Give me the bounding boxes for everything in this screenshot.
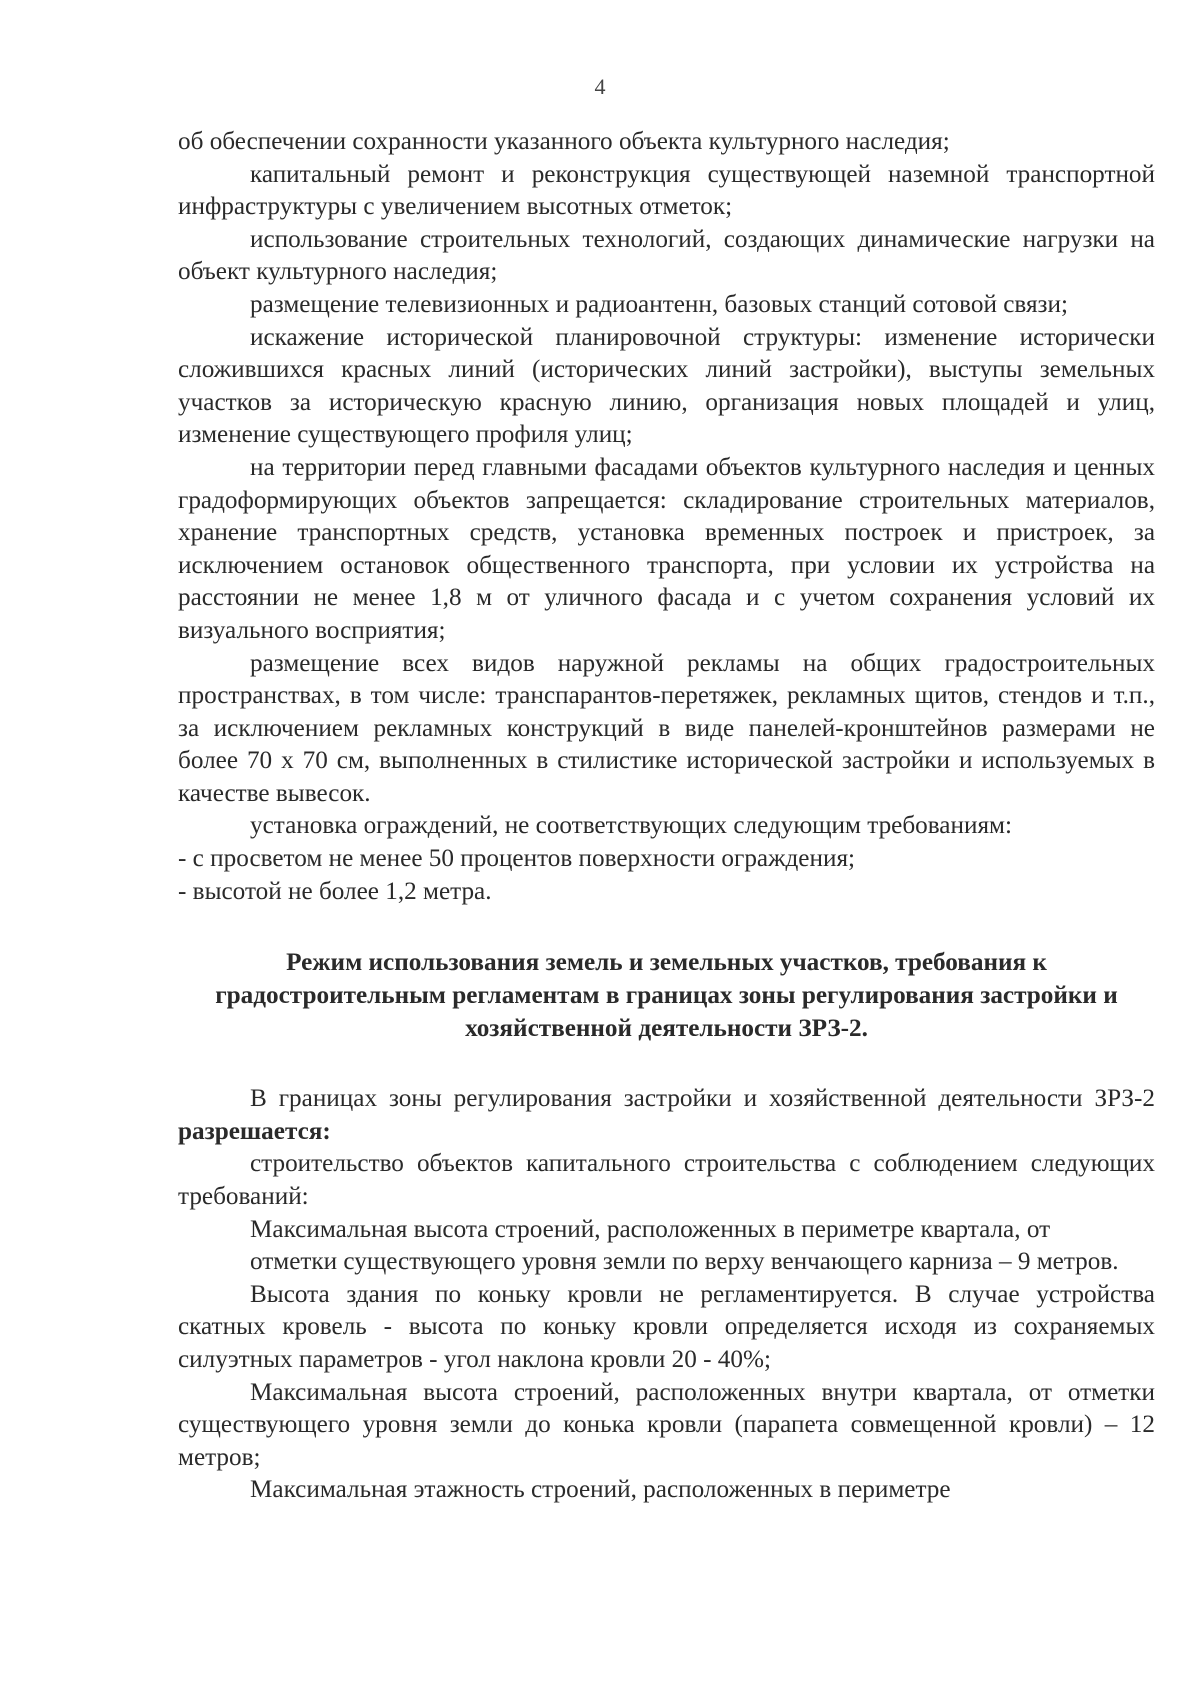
intro-text: В границах зоны регулирования застройки и хозяйственной деятельности ЗРЗ-2 (250, 1085, 1155, 1113)
paragraph-continuation: об обеспечении сохранности указанного объекта культурного наследия; (178, 128, 950, 155)
paragraph-construction-requirements: строительство объектов капитального строительства с соблюдением следующих требований: (178, 1150, 1155, 1211)
list-item-fence-clearance: - с просветом не менее 50 процентов поверхности ограждения; (178, 845, 856, 873)
paragraph-construction-technologies: использование строительных технологий, создающих динамические нагрузки на объект культурного наследия; (178, 225, 1155, 286)
paragraph-planning-structure: искажение исторической планировочной структуры: изменение исторически сложившихся красных линий (исторических линий застройки), выступы земельных участков за историческую красную линию, организация новых площадей и улиц, изменение существующего профиля улиц; (178, 323, 1155, 449)
paragraph-facades-territory: на территории перед главными фасадами объектов культурного наследия и ценных градоформирующих объектов запрещается: складирование строительных материалов, хранение транспортных средств, установка временных построек и пристроек, за исключением остановок общественного транспорта, при условии их устройства на расстоянии не менее 1,8 м от уличного фасада и с учетом сохранения условий их визуального восприятия; (178, 453, 1155, 644)
paragraph-max-height-inside: Максимальная высота строений, расположенных внутри квартала, от отметки существующего уровня земли до конька кровли (парапета совмещенной кровли) – 12 метров; (178, 1378, 1155, 1471)
paragraph-capital-repair: капитальный ремонт и реконструкция существующей наземной транспортной инфраструктуры с увеличением высотных отметок; (178, 160, 1155, 221)
section-heading: Режим использования земель и земельных участков, требования к градостроительным регламентам в границах зоны регулирования застройки и хозяйственной деятельности ЗРЗ-2. (215, 949, 1118, 1043)
list-item-fence-height: - высотой не более 1,2 метра. (178, 877, 492, 905)
paragraph-max-height-cornice: отметки существующего уровня земли по верху венчающего карниза – 9 метров. (250, 1248, 1119, 1276)
page-number: 4 (594, 74, 606, 99)
paragraph-antennas: размещение телевизионных и радиоантенн, базовых станций сотовой связи; (250, 290, 1068, 318)
document-body (178, 126, 1155, 1507)
paragraph-ridge-height: Высота здания по коньку кровли не регламентируется. В случае устройства скатных кровель - высота по коньку кровли определяется исходя из сохраняемых силуэтных параметров - угол наклона кровли 20 - 40%; (178, 1280, 1155, 1373)
paragraph-zone-intro (178, 1083, 1155, 1148)
paragraph-fences: установка ограждений, не соответствующих следующим требованиям: (250, 812, 1012, 840)
paragraph-max-height-perimeter: Максимальная высота строений, расположенных в периметре квартала, от (250, 1215, 1051, 1243)
paragraph-outdoor-advertising: размещение всех видов наружной рекламы на общих градостроительных пространствах, в том числе: транспарантов-перетяжек, рекламных щитов, стендов и т.п., за исключением рекламных конструкций в виде панелей-кронштейнов размерами не более 70 х 70 см, выполненных в стилистике исторической застройки и используемых в качестве вывесок. (178, 649, 1155, 807)
intro-bold: разрешается: (178, 1117, 331, 1145)
paragraph-max-floors: Максимальная этажность строений, расположенных в периметре (250, 1476, 951, 1504)
